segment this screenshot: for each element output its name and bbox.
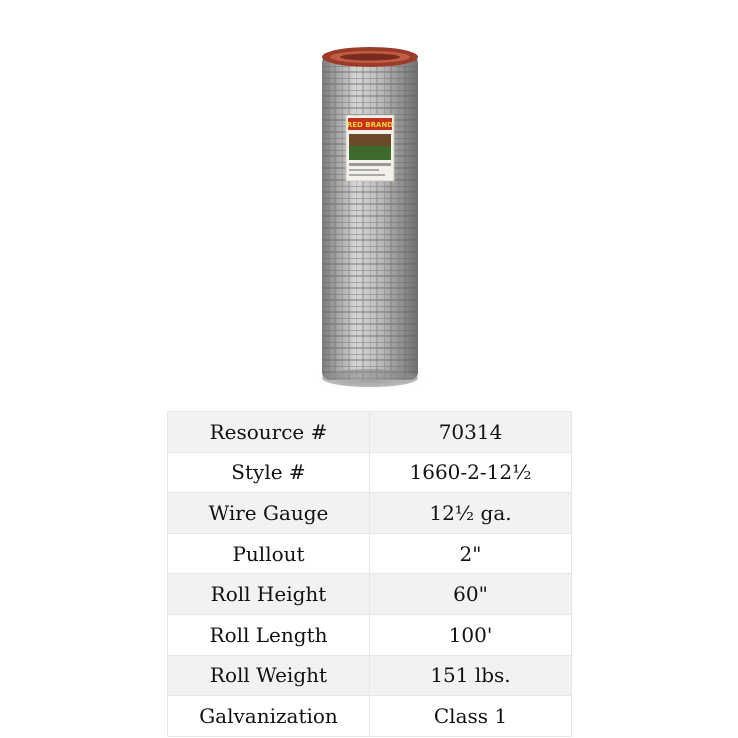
spec-label-galvanization: Galvanization bbox=[168, 696, 370, 737]
table-row bbox=[168, 493, 572, 534]
spec-value-style: 1660-2-12½ bbox=[370, 452, 572, 493]
spec-label-roll-weight: Roll Weight bbox=[168, 655, 370, 696]
spec-value-pullout: 2" bbox=[370, 533, 572, 574]
table-row bbox=[168, 614, 572, 655]
spec-label-style: Style # bbox=[168, 452, 370, 493]
specs-table bbox=[167, 411, 572, 737]
spec-value-roll-length: 100' bbox=[370, 614, 572, 655]
table-row bbox=[168, 655, 572, 696]
table-row bbox=[168, 533, 572, 574]
spec-value-roll-height: 60" bbox=[370, 574, 572, 615]
spec-label-resource: Resource # bbox=[168, 412, 370, 453]
spec-value-wire-gauge: 12½ ga. bbox=[370, 493, 572, 534]
table-row bbox=[168, 412, 572, 453]
product-label bbox=[346, 115, 394, 181]
spec-label-wire-gauge: Wire Gauge bbox=[168, 493, 370, 534]
spec-value-galvanization: Class 1 bbox=[370, 696, 572, 737]
wire-fence-roll-image bbox=[300, 30, 440, 400]
table-row bbox=[168, 574, 572, 615]
table-row bbox=[168, 696, 572, 737]
spec-label-roll-height: Roll Height bbox=[168, 574, 370, 615]
spec-value-roll-weight: 151 lbs. bbox=[370, 655, 572, 696]
spec-label-roll-length: Roll Length bbox=[168, 614, 370, 655]
spec-label-pullout: Pullout bbox=[168, 533, 370, 574]
svg-text:RED BRAND: RED BRAND bbox=[346, 121, 394, 129]
spec-value-resource: 70314 bbox=[370, 412, 572, 453]
table-row bbox=[168, 452, 572, 493]
